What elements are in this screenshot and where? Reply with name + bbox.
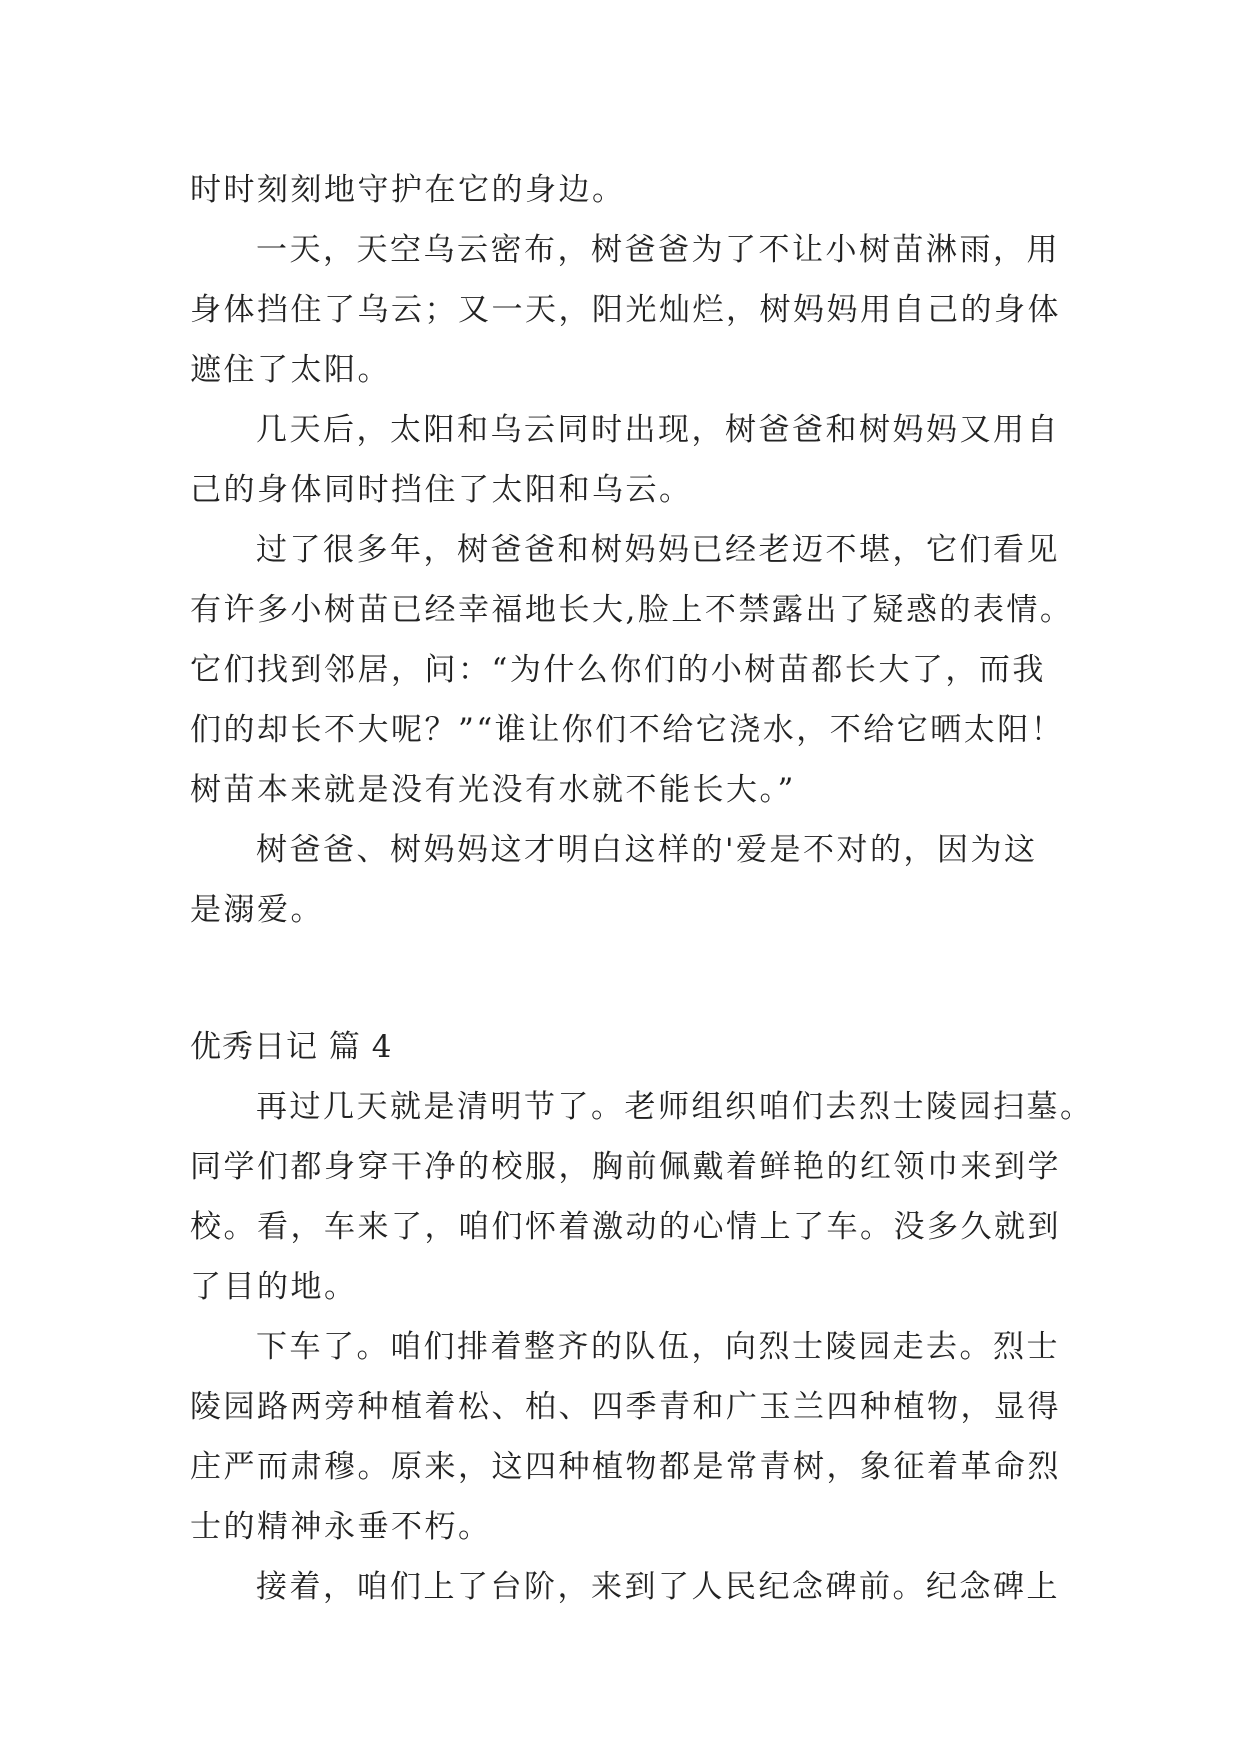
- text-line: 是溺爱。: [190, 892, 324, 928]
- paragraph: [190, 1317, 1062, 1557]
- paragraph: [190, 820, 1062, 940]
- text-line: 下车了。咱们排着整齐的队伍，向烈士陵园走去。烈士: [256, 1329, 1060, 1365]
- paragraph: [190, 220, 1062, 400]
- text-line: 时时刻刻地守护在它的身边。: [190, 172, 626, 208]
- section-spacer: [190, 940, 1062, 1017]
- paragraph-continuation: [190, 160, 1062, 220]
- text-line: 再过几天就是清明节了。老师组织咱们去烈士陵园扫墓。: [256, 1089, 1094, 1125]
- text-line: 士的精神永垂不朽。: [190, 1509, 492, 1545]
- story-section: [190, 160, 1074, 940]
- text-line: 陵园路两旁种植着松、柏、四季青和广玉兰四种植物，显得: [190, 1389, 1061, 1425]
- text-line: 有许多小树苗已经幸福地长大,脸上不禁露出了疑惑的表情。: [190, 592, 1074, 628]
- text-line: 树爸爸、树妈妈这才明白这样的'爱是不对的，因为这: [256, 832, 1038, 868]
- text-line: 们的却长不大呢？”“谁让你们不给它浇水，不给它晒太阳！: [190, 712, 1065, 748]
- text-line: 几天后，太阳和乌云同时出现，树爸爸和树妈妈又用自: [256, 412, 1060, 448]
- text-line: 了目的地。: [190, 1269, 358, 1305]
- document-body: [190, 160, 1094, 1617]
- text-line: 校。看，车来了，咱们怀着激动的心情上了车。没多久就到: [190, 1209, 1061, 1245]
- text-line: 庄严而肃穆。原来，这四种植物都是常青树，象征着革命烈: [190, 1449, 1061, 1485]
- text-line: 接着，咱们上了台阶，来到了人民纪念碑前。纪念碑上: [256, 1569, 1060, 1605]
- text-line: 它们找到邻居，问：“为什么你们的小树苗都长大了，而我: [190, 652, 1046, 688]
- section-heading: 优秀日记 篇 4: [190, 1029, 393, 1065]
- text-line: 一天，天空乌云密布，树爸爸为了不让小树苗淋雨，用: [256, 232, 1060, 268]
- text-line: 过了很多年，树爸爸和树妈妈已经老迈不堪，它们看见: [256, 532, 1060, 568]
- diary-section: [190, 1017, 1094, 1617]
- text-line: 遮住了太阳。: [190, 352, 391, 388]
- text-line: 同学们都身穿干净的校服，胸前佩戴着鲜艳的红领巾来到学: [190, 1149, 1061, 1185]
- text-line: 己的身体同时挡住了太阳和乌云。: [190, 472, 693, 508]
- paragraph: [190, 1077, 1094, 1317]
- text-line: 身体挡住了乌云；又一天，阳光灿烂，树妈妈用自己的身体: [190, 292, 1061, 328]
- text-line: 树苗本来就是没有光没有水就不能长大。”: [190, 772, 796, 808]
- paragraph: [190, 1557, 1062, 1617]
- paragraph: [190, 400, 1062, 520]
- paragraph: [190, 520, 1074, 820]
